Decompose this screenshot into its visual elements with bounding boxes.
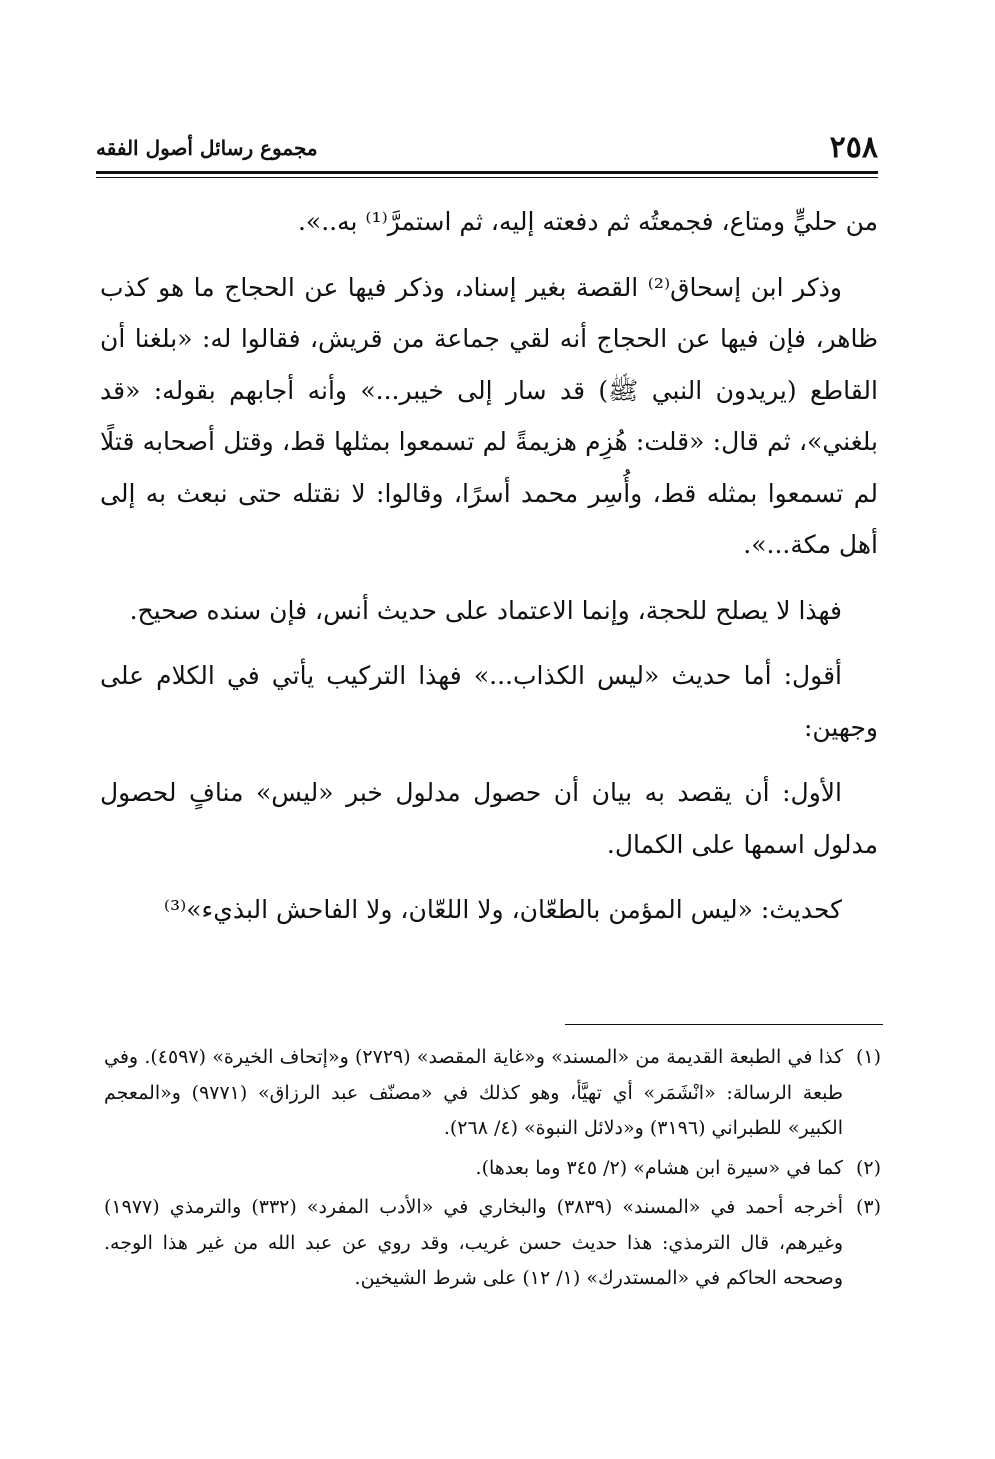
paragraph: كحديث: «ليس المؤمن بالطعّان، ولا اللعّان، ولا الفاحش البذيء»⁽³⁾ <box>163 895 842 924</box>
header-rule-thin <box>96 177 878 178</box>
paragraph: من حليٍّ ومتاع، فجمعتُه ثم دفعته إليه، ثم استمرَّ⁽¹⁾ به..». <box>297 207 878 236</box>
footnote-text: أخرجه أحمد في «المسند» (٣٨٣٩) والبخاري في «الأدب المفرد» (٣٣٢) والترمذي (١٩٧٧) وغيرهم، قال الترمذي: هذا حديث حسن غريب، وقد روي عن عبد الله من غير هذا الوجه. وصححه الحاكم في «المستدرك» (١/ ١٢) على شرط الشيخين. <box>104 1196 843 1289</box>
footnote <box>104 1190 881 1297</box>
main-text <box>100 196 878 950</box>
footnote-number: (٢) <box>855 1156 881 1179</box>
footnote <box>104 1151 881 1187</box>
footnotes <box>104 1040 881 1301</box>
footnote-text: كذا في الطبعة القديمة من «المسند» و«غاية المقصد» (٢٧٢٩) و«إتحاف الخيرة» (٤٥٩٧). وفي طبعة الرسالة: «انْشَمَر» أي تهيَّأ، وهو كذلك في «مصنّف عبد الرزاق» (٩٧٧١) و«المعجم الكبير» للطبراني (٣١٩٦) و«دلائل النبوة» (٤/ ٢٦٨). <box>104 1046 843 1139</box>
footnote-separator <box>565 1024 883 1025</box>
paragraph: وذكر ابن إسحاق⁽²⁾ القصة بغير إسناد، وذكر فيها عن الحجاج ما هو كذب ظاهر، فإن فيها عن الحجاج أنه لقي جماعة من قريش، فقالوا له: «بلغنا أن القاطع (يريدون النبي ﷺ) قد سار إلى خيبر...» وأنه أجابهم بقوله: «قد بلغني»، ثم قال: «قلت: هُزِم هزيمةً لم تسمعوا بمثلها قط، وقتل أصحابه قتلًا لم تسمعوا بمثله قط، وأُسِر محمد أسرًا، وقالوا: لا نقتله حتى نبعث به إلى أهل مكة...». <box>100 272 878 559</box>
page-number: ٢٥٨ <box>829 130 878 165</box>
footnote <box>104 1040 881 1147</box>
paragraph: الأول: أن يقصد به بيان أن حصول مدلول خبر «ليس» منافٍ لحصول مدلول اسمها على الكمال. <box>100 778 878 859</box>
footnote-number: (١) <box>855 1046 881 1068</box>
paragraph: فهذا لا يصلح للحجة، وإنما الاعتماد على حديث أنس، فإن سنده صحيح. <box>129 595 842 625</box>
paragraph: أقول: أما حديث «ليس الكذاب...» فهذا التركيب يأتي في الكلام على وجهين: <box>100 661 878 742</box>
footnote-number: (٣) <box>855 1196 881 1218</box>
book-title: مجموع رسائل أصول الفقه <box>96 136 318 160</box>
footnote-text: كما في «سيرة ابن هشام» (٢/ ٣٤٥ وما بعدها). <box>475 1156 843 1179</box>
running-header <box>96 128 878 172</box>
header-rule-thick <box>96 171 878 174</box>
